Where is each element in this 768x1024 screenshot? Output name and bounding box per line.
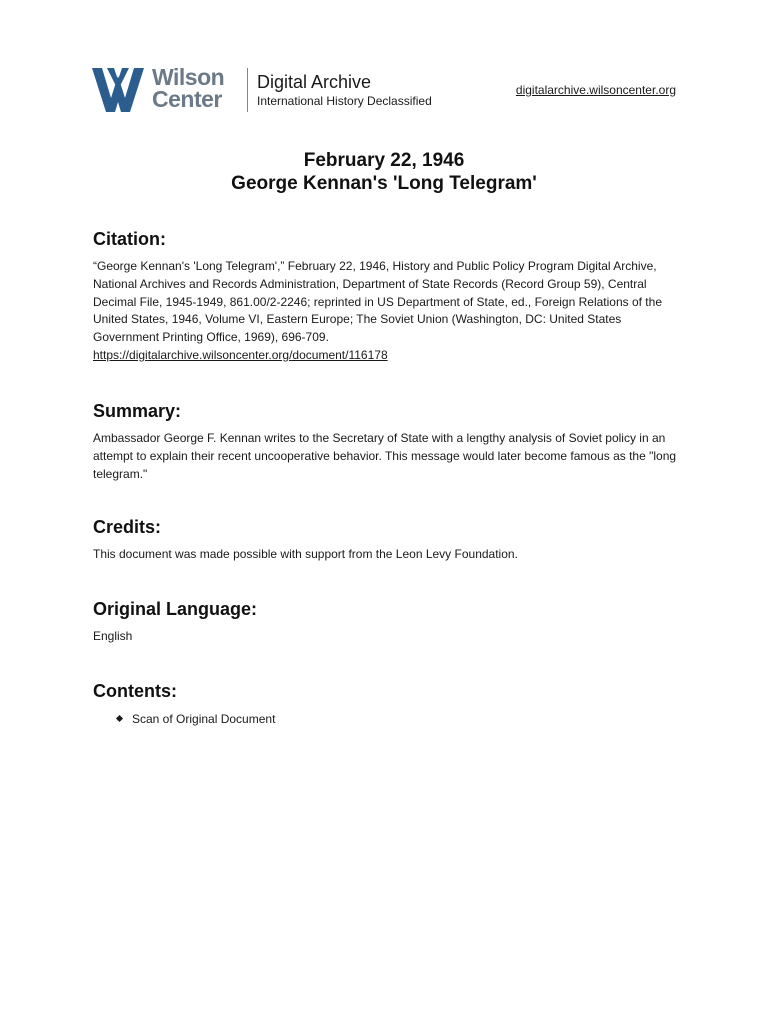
contents-item-label: Scan of Original Document (132, 712, 276, 726)
contents-list (93, 711, 678, 728)
logo-wordmark (152, 66, 224, 110)
logo-divider (247, 68, 248, 112)
document-date: February 22, 1946 (303, 150, 465, 171)
credits-text: This document was made possible with support from the Leon Levy Foundation. (93, 547, 518, 561)
citation-text: “George Kennan's 'Long Telegram',” February 22, 1946, History and Public Policy Program Digital Archive, National Archives and Records Administration, Department of State Records (Record Group 59), Central Decimal File, 1945-1949, 861.00/2-2246; reprinted in US Department of State, ed., Foreign Relations of the United States, 1946, Volume VI, Eastern Europe; The Soviet Union (Washington, DC: United States Government Printing Office, 1969), 696-709. (93, 259, 662, 345)
diamond-bullet-icon (116, 715, 123, 722)
archive-title: Digital Archive (257, 72, 372, 92)
summary-text: Ambassador George F. Kennan writes to the Secretary of State with a lengthy analysis of Soviet policy in an attempt to explain their recent uncooperative behavior. This message would later become famous as the "long telegram." (93, 431, 677, 481)
original-language-text: English (93, 629, 133, 643)
credits-heading: Credits: (93, 517, 162, 537)
site-link[interactable]: digitalarchive.wilsoncenter.org (515, 83, 676, 97)
contents-heading: Contents: (93, 681, 177, 701)
summary-section (93, 400, 678, 483)
document-title (0, 149, 768, 195)
contents-item[interactable] (93, 711, 678, 728)
wilson-center-logo-icon (92, 68, 144, 112)
logo-wordmark-line2: Center (152, 86, 222, 112)
original-language-section (93, 598, 678, 646)
contents-section (93, 680, 678, 728)
document-name: George Kennan's 'Long Telegram' (231, 173, 537, 194)
citation-heading: Citation: (93, 229, 166, 249)
citation-link[interactable]: https://digitalarchive.wilsoncenter.org/document/116178 (93, 347, 388, 362)
page-header (92, 66, 676, 116)
citation-section (93, 228, 678, 365)
summary-heading: Summary: (93, 401, 182, 421)
archive-subtitle: International History Declassified (257, 94, 432, 108)
credits-section (93, 516, 678, 564)
original-language-heading: Original Language: (93, 599, 258, 619)
logo-wordmark-line1: Wilson (152, 64, 225, 90)
